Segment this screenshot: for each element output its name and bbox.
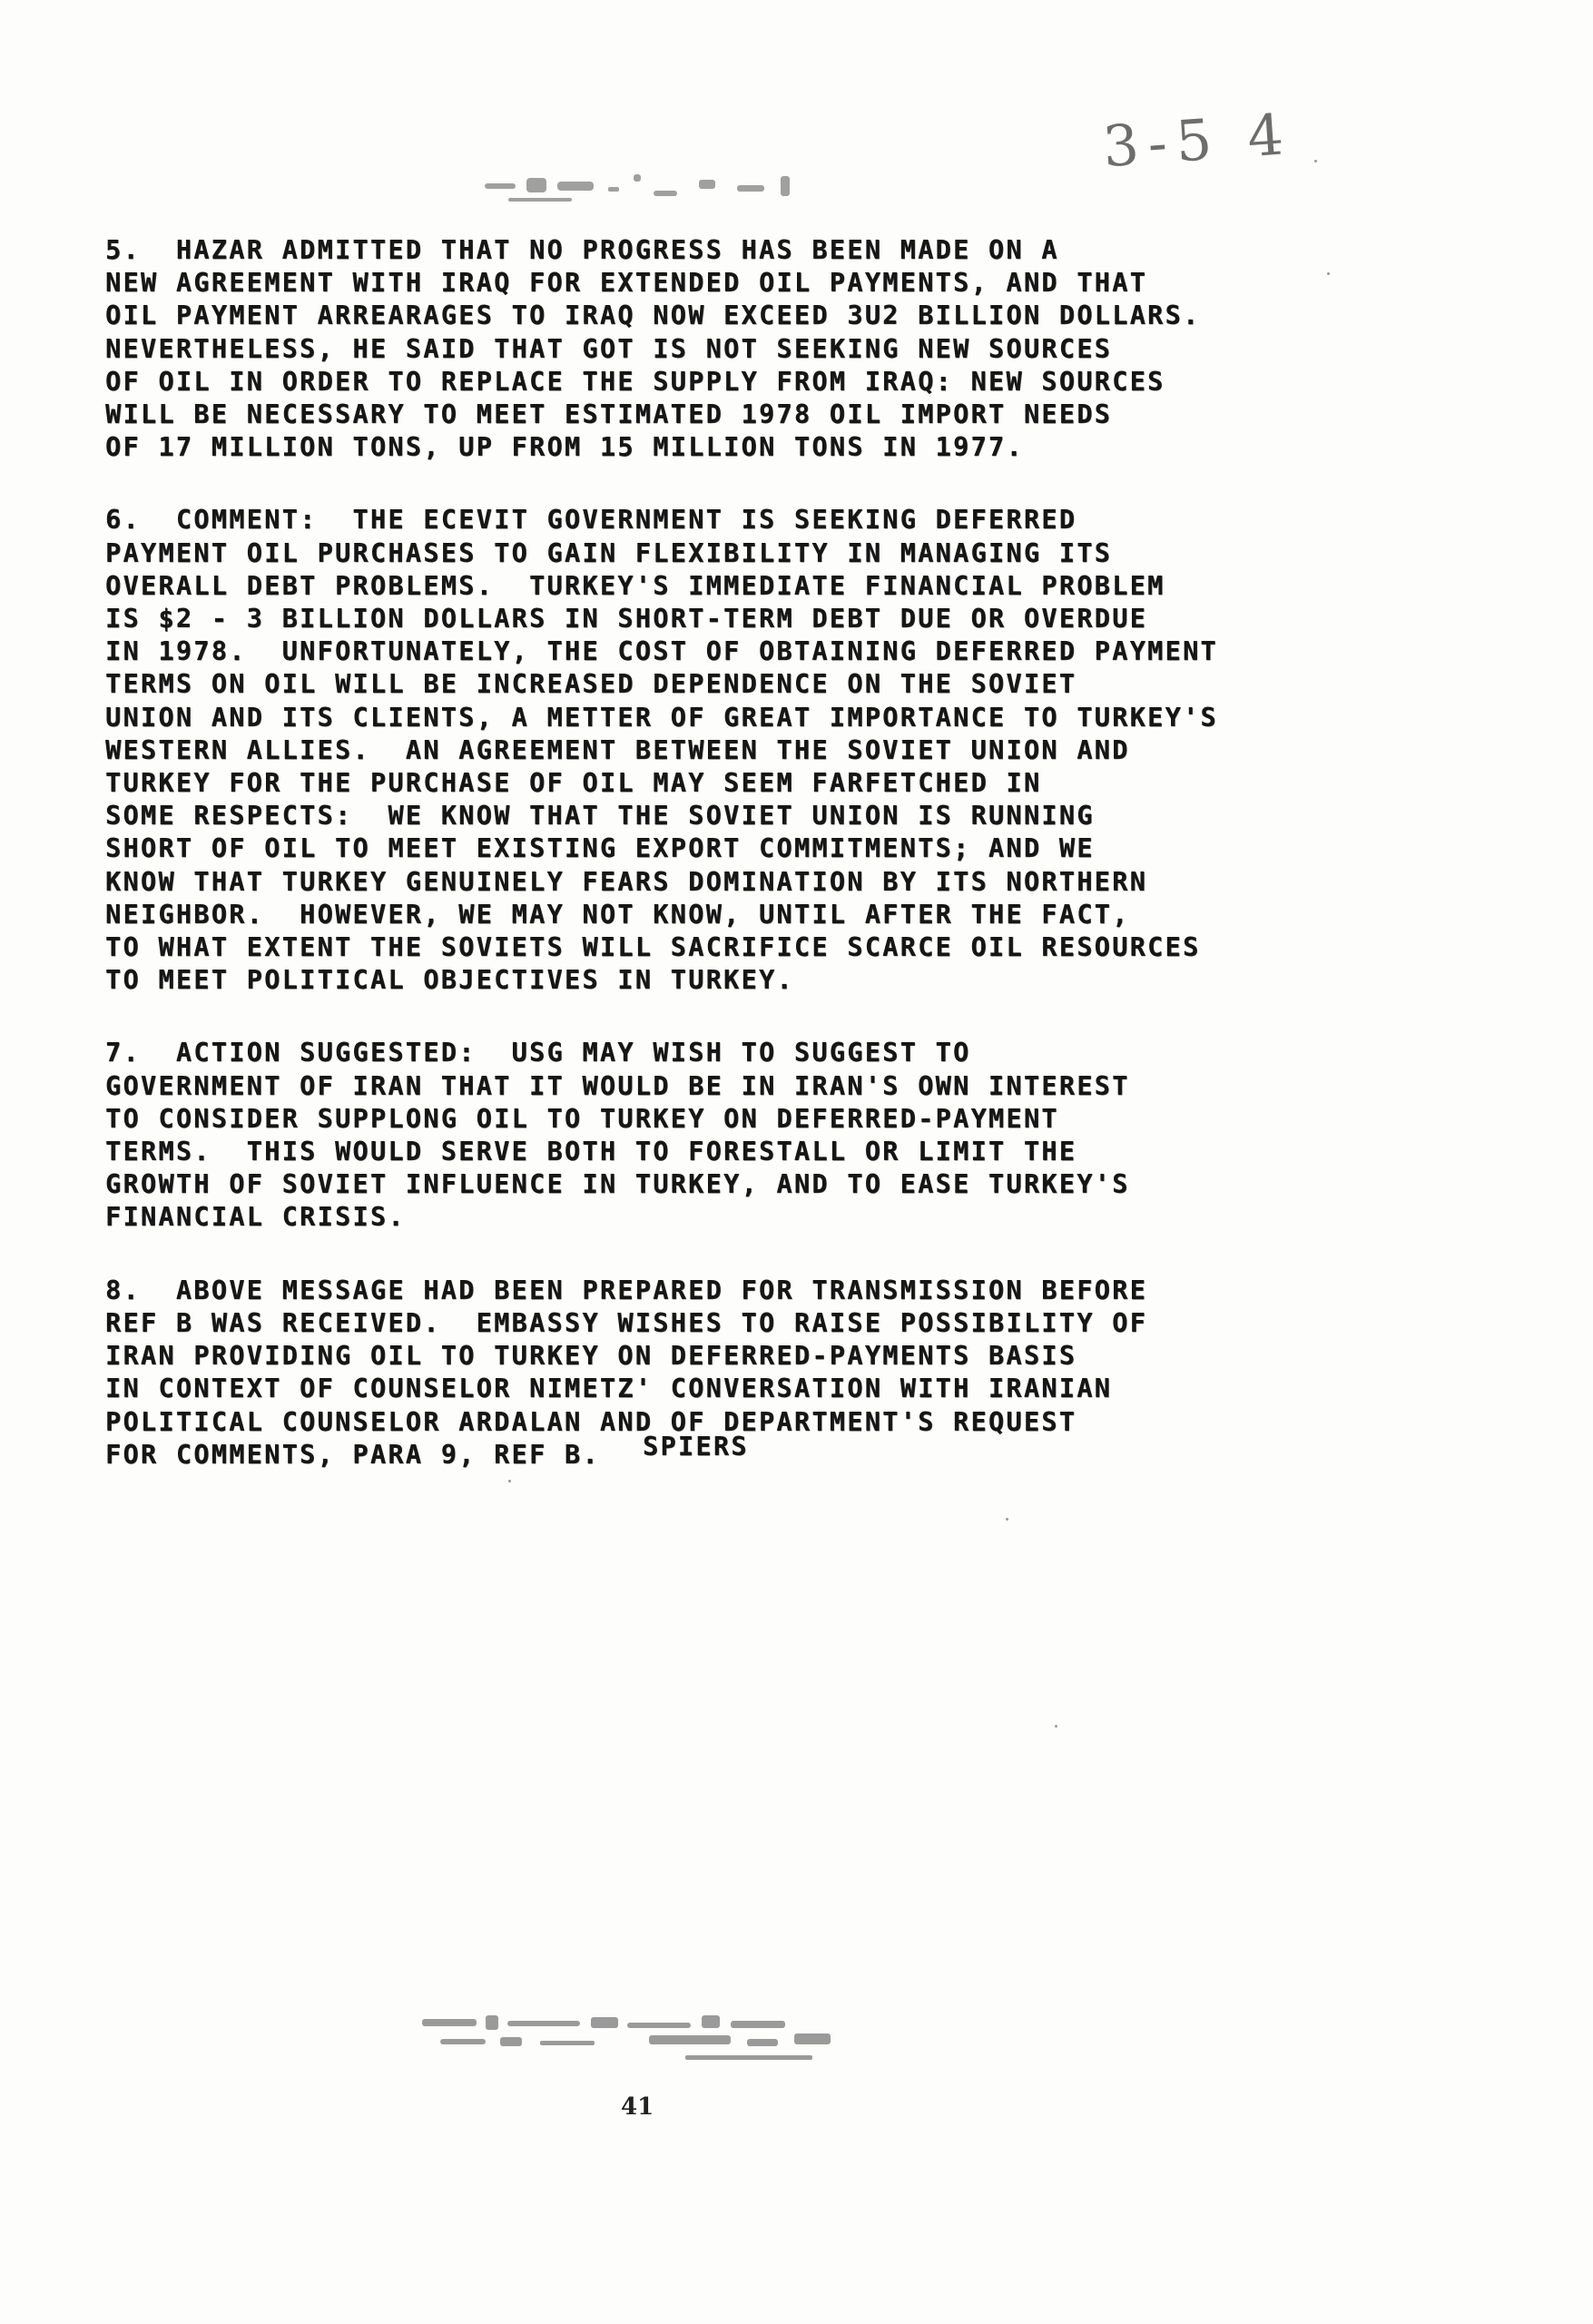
- text-line: GOVERNMENT OF IRAN THAT IT WOULD BE IN IRAN'S OWN INTEREST: [105, 1070, 1130, 1101]
- text-line: IN 1978. UNFORTUNATELY, THE COST OF OBTAINING DEFERRED PAYMENT: [105, 636, 1218, 667]
- signature-name: SPIERS: [643, 1432, 749, 1462]
- text-line: IN CONTEXT OF COUNSELOR NIMETZ' CONVERSATION WITH IRANIAN: [105, 1374, 1113, 1404]
- text-line: NEW AGREEMENT WITH IRAQ FOR EXTENDED OIL PAYMENTS, AND THAT: [105, 268, 1148, 299]
- text-line: FINANCIAL CRISIS.: [105, 1202, 406, 1233]
- text-line: TURKEY FOR THE PURCHASE OF OIL MAY SEEM FARFETCHED IN: [105, 768, 1042, 799]
- text-line: OIL PAYMENT ARREARAGES TO IRAQ NOW EXCEED 3U2 BILLION DOLLARS.: [105, 300, 1201, 331]
- text-line: TO WHAT EXTENT THE SOVIETS WILL SACRIFICE SCARCE OIL RESOURCES: [105, 932, 1201, 963]
- text-line: OF 17 MILLION TONS, UP FROM 15 MILLION TONS IN 1977.: [105, 432, 1024, 463]
- page-number: 41: [621, 2093, 654, 2121]
- text-line: KNOW THAT TURKEY GENUINELY FEARS DOMINATION BY ITS NORTHERN: [105, 866, 1148, 897]
- text-line: SOME RESPECTS: WE KNOW THAT THE SOVIET UNION IS RUNNING: [105, 801, 1095, 832]
- text-line: OVERALL DEBT PROBLEMS. TURKEY'S IMMEDIATE FINANCIAL PROBLEM: [105, 570, 1165, 601]
- scan-speck: [1006, 1518, 1008, 1521]
- text-line: TO CONSIDER SUPPLONG OIL TO TURKEY ON DEFERRED-PAYMENT: [105, 1103, 1059, 1134]
- text-line: GROWTH OF SOVIET INFLUENCE IN TURKEY, AND TO EASE TURKEY'S: [105, 1169, 1130, 1200]
- scan-speck: [1055, 1725, 1057, 1728]
- text-line: PAYMENT OIL PURCHASES TO GAIN FLEXIBILITY IN MANAGING ITS: [105, 537, 1113, 568]
- text-line: TERMS ON OIL WILL BE INCREASED DEPENDENCE ON THE SOVIET: [105, 669, 1077, 700]
- paragraph-6: [105, 504, 1376, 997]
- text-line: IRAN PROVIDING OIL TO TURKEY ON DEFERRED-PAYMENTS BASIS: [105, 1341, 1077, 1372]
- text-line: TO MEET POLITICAL OBJECTIVES IN TURKEY.: [105, 965, 794, 996]
- smudged-declassification-stamp: [413, 2006, 885, 2079]
- text-line: FOR COMMENTS, PARA 9, REF B.: [105, 1439, 600, 1470]
- cable-body: [105, 234, 1376, 1512]
- text-line: 6. COMMENT: THE ECEVIT GOVERNMENT IS SEEKING DEFERRED: [105, 505, 1077, 536]
- text-line: WILL BE NECESSARY TO MEET ESTIMATED 1978 OIL IMPORT NEEDS: [105, 399, 1113, 430]
- text-line: NEVERTHELESS, HE SAID THAT GOT IS NOT SEEKING NEW SOURCES: [105, 333, 1113, 364]
- scan-speck: [1327, 272, 1330, 275]
- paragraph-7: [105, 1037, 1376, 1234]
- text-line: UNION AND ITS CLIENTS, A METTER OF GREAT IMPORTANCE TO TURKEY'S: [105, 702, 1218, 733]
- handwritten-page-mark: 3-5 4: [1100, 100, 1295, 181]
- paragraph-5: [105, 234, 1376, 464]
- scan-speck: [508, 1480, 511, 1482]
- scan-speck: [1314, 160, 1317, 162]
- text-line: NEIGHBOR. HOWEVER, WE MAY NOT KNOW, UNTIL AFTER THE FACT,: [105, 899, 1130, 930]
- text-line: OF OIL IN ORDER TO REPLACE THE SUPPLY FROM IRAQ: NEW SOURCES: [105, 366, 1165, 397]
- text-line: 8. ABOVE MESSAGE HAD BEEN PREPARED FOR TRANSMISSION BEFORE: [105, 1275, 1148, 1305]
- text-line: 7. ACTION SUGGESTED: USG MAY WISH TO SUGGEST TO: [105, 1038, 971, 1068]
- smudged-stamp-top: [472, 165, 853, 216]
- text-line: IS $2 - 3 BILLION DOLLARS IN SHORT-TERM DEBT DUE OR OVERDUE: [105, 604, 1148, 635]
- text-line: REF B WAS RECEIVED. EMBASSY WISHES TO RAISE POSSIBILITY OF: [105, 1307, 1148, 1338]
- text-line: WESTERN ALLIES. AN AGREEMENT BETWEEN THE SOVIET UNION AND: [105, 734, 1130, 765]
- text-line: TERMS. THIS WOULD SERVE BOTH TO FORESTALL OR LIMIT THE: [105, 1137, 1077, 1167]
- text-line: 5. HAZAR ADMITTED THAT NO PROGRESS HAS BEEN MADE ON A: [105, 235, 1059, 265]
- text-line: SHORT OF OIL TO MEET EXISTING EXPORT COMMITMENTS; AND WE: [105, 833, 1095, 864]
- text-line: POLITICAL COUNSELOR ARDALAN AND OF DEPARTMENT'S REQUEST: [105, 1406, 1077, 1437]
